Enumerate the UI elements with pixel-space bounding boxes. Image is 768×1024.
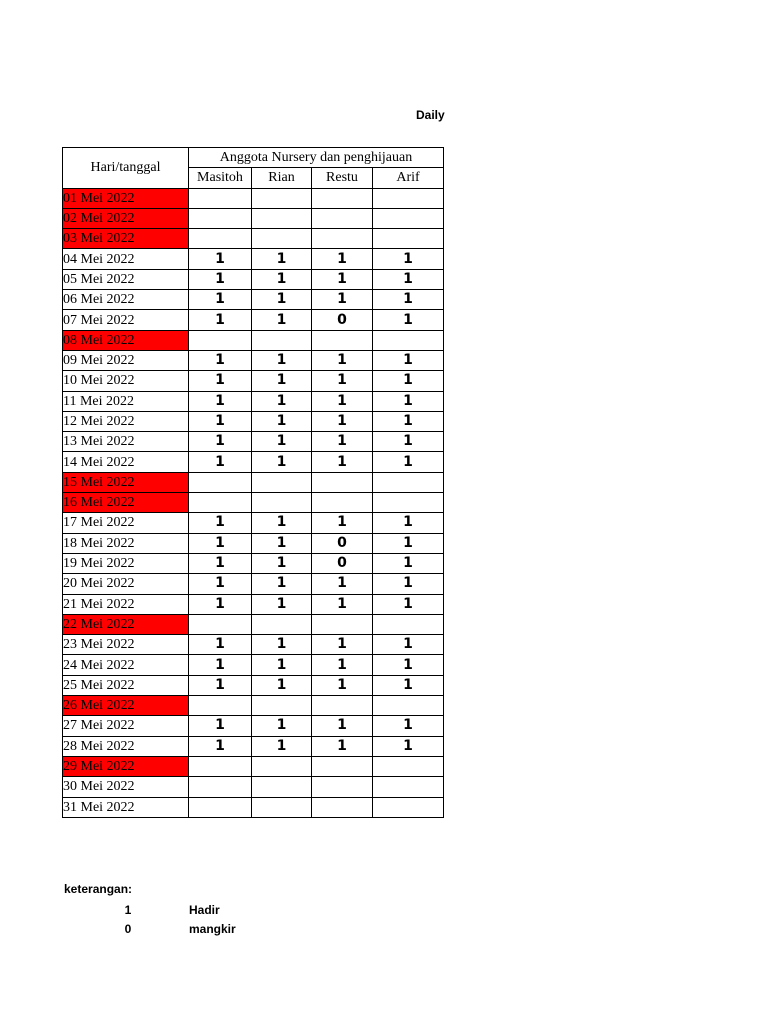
- table-row: [63, 736, 444, 756]
- attendance-cell: [252, 696, 312, 716]
- date-cell-holiday: 26 Mei 2022: [63, 696, 189, 716]
- attendance-cell: [252, 614, 312, 634]
- attendance-cell: [189, 696, 252, 716]
- member-header-restu: Restu: [312, 168, 373, 188]
- date-cell-holiday: 22 Mei 2022: [63, 614, 189, 634]
- table-row: [63, 229, 444, 249]
- table-row: [63, 310, 444, 330]
- attendance-cell: 1: [312, 655, 373, 675]
- attendance-cell: 1: [252, 452, 312, 472]
- attendance-cell: 1: [252, 350, 312, 370]
- legend-label: Hadir: [189, 903, 220, 917]
- date-cell: 10 Mei 2022: [63, 371, 189, 391]
- attendance-cell: 1: [252, 249, 312, 269]
- table-row: [63, 574, 444, 594]
- legend-code: 0: [124, 922, 132, 936]
- attendance-cell: [252, 493, 312, 513]
- attendance-cell: [373, 229, 444, 249]
- date-cell: 31 Mei 2022: [63, 797, 189, 817]
- member-header-masitoh: Masitoh: [189, 168, 252, 188]
- legend-label: mangkir: [189, 922, 236, 936]
- attendance-cell: 1: [312, 716, 373, 736]
- date-cell: 18 Mei 2022: [63, 533, 189, 553]
- attendance-cell: 1: [373, 513, 444, 533]
- table-row: [63, 371, 444, 391]
- attendance-cell: [312, 797, 373, 817]
- header-row: [63, 148, 444, 168]
- table-row: [63, 208, 444, 228]
- attendance-cell: 1: [189, 391, 252, 411]
- attendance-cell: 1: [189, 675, 252, 695]
- table-row: [63, 696, 444, 716]
- attendance-cell: 1: [373, 675, 444, 695]
- attendance-cell: [312, 614, 373, 634]
- attendance-cell: [373, 797, 444, 817]
- attendance-cell: [252, 472, 312, 492]
- date-cell: 23 Mei 2022: [63, 635, 189, 655]
- attendance-cell: 1: [373, 452, 444, 472]
- attendance-cell: 1: [189, 371, 252, 391]
- attendance-cell: 1: [189, 716, 252, 736]
- attendance-cell: [252, 330, 312, 350]
- attendance-cell: [312, 777, 373, 797]
- table-row: [63, 655, 444, 675]
- table-row: [63, 350, 444, 370]
- date-cell: 04 Mei 2022: [63, 249, 189, 269]
- date-cell-holiday: 03 Mei 2022: [63, 229, 189, 249]
- date-cell-holiday: 29 Mei 2022: [63, 756, 189, 776]
- attendance-cell: 1: [373, 310, 444, 330]
- attendance-cell: 1: [252, 513, 312, 533]
- attendance-cell: [373, 756, 444, 776]
- attendance-cell: 1: [189, 533, 252, 553]
- attendance-cell: [373, 472, 444, 492]
- attendance-cell: 1: [373, 350, 444, 370]
- attendance-cell: [373, 614, 444, 634]
- attendance-cell: 1: [312, 411, 373, 431]
- table-row: [63, 290, 444, 310]
- attendance-cell: 1: [252, 371, 312, 391]
- table-row: [63, 411, 444, 431]
- table-row: [63, 472, 444, 492]
- attendance-cell: [373, 330, 444, 350]
- date-cell-holiday: 15 Mei 2022: [63, 472, 189, 492]
- date-cell-holiday: 02 Mei 2022: [63, 208, 189, 228]
- date-cell: 30 Mei 2022: [63, 777, 189, 797]
- attendance-cell: 1: [373, 249, 444, 269]
- member-header-arif: Arif: [373, 168, 444, 188]
- attendance-cell: [252, 188, 312, 208]
- attendance-cell: 1: [312, 432, 373, 452]
- attendance-cell: 1: [312, 513, 373, 533]
- attendance-cell: 1: [189, 574, 252, 594]
- table-row: [63, 777, 444, 797]
- attendance-cell: 1: [252, 553, 312, 573]
- attendance-cell: 1: [252, 594, 312, 614]
- attendance-cell: [189, 229, 252, 249]
- attendance-cell: [312, 493, 373, 513]
- attendance-cell: 1: [312, 290, 373, 310]
- attendance-cell: [312, 229, 373, 249]
- attendance-cell: [312, 472, 373, 492]
- table-row: [63, 452, 444, 472]
- attendance-cell: 1: [373, 635, 444, 655]
- attendance-cell: 1: [252, 310, 312, 330]
- date-cell: 09 Mei 2022: [63, 350, 189, 370]
- attendance-cell: 1: [373, 594, 444, 614]
- attendance-cell: [312, 188, 373, 208]
- attendance-cell: [373, 208, 444, 228]
- attendance-cell: [252, 229, 312, 249]
- table-row: [63, 330, 444, 350]
- attendance-cell: 1: [312, 574, 373, 594]
- table-row: [63, 391, 444, 411]
- attendance-cell: 1: [189, 736, 252, 756]
- date-cell: 07 Mei 2022: [63, 310, 189, 330]
- attendance-cell: 1: [252, 290, 312, 310]
- attendance-cell: [312, 330, 373, 350]
- date-cell: 25 Mei 2022: [63, 675, 189, 695]
- attendance-cell: 1: [252, 655, 312, 675]
- attendance-cell: 0: [312, 310, 373, 330]
- attendance-cell: 1: [373, 716, 444, 736]
- date-cell: 11 Mei 2022: [63, 391, 189, 411]
- attendance-cell: 1: [252, 269, 312, 289]
- table-row: [63, 675, 444, 695]
- attendance-cell: 1: [252, 574, 312, 594]
- date-cell: 28 Mei 2022: [63, 736, 189, 756]
- attendance-cell: 1: [189, 310, 252, 330]
- attendance-cell: 1: [189, 411, 252, 431]
- attendance-cell: 1: [252, 635, 312, 655]
- attendance-cell: 1: [373, 411, 444, 431]
- date-cell: 27 Mei 2022: [63, 716, 189, 736]
- attendance-cell: 1: [373, 574, 444, 594]
- legend-heading: keterangan:: [64, 882, 133, 896]
- attendance-cell: 1: [189, 513, 252, 533]
- legend-code: 1: [124, 903, 132, 917]
- attendance-cell: [373, 188, 444, 208]
- table-row: [63, 188, 444, 208]
- attendance-cell: 1: [373, 391, 444, 411]
- attendance-cell: [312, 208, 373, 228]
- attendance-cell: [373, 777, 444, 797]
- attendance-cell: 1: [252, 533, 312, 553]
- attendance-cell: [252, 777, 312, 797]
- date-cell-holiday: 01 Mei 2022: [63, 188, 189, 208]
- attendance-cell: 1: [189, 249, 252, 269]
- attendance-cell: 1: [373, 269, 444, 289]
- attendance-cell: [189, 188, 252, 208]
- table-row: [63, 635, 444, 655]
- attendance-cell: 1: [252, 675, 312, 695]
- date-cell: 12 Mei 2022: [63, 411, 189, 431]
- attendance-cell: 1: [189, 553, 252, 573]
- table-row: [63, 797, 444, 817]
- date-cell-holiday: 16 Mei 2022: [63, 493, 189, 513]
- attendance-cell: 1: [252, 432, 312, 452]
- attendance-cell: 1: [373, 553, 444, 573]
- attendance-cell: 1: [373, 371, 444, 391]
- group-header: Anggota Nursery dan penghijauan: [189, 148, 444, 168]
- table-row: [63, 493, 444, 513]
- date-cell: 14 Mei 2022: [63, 452, 189, 472]
- attendance-cell: 1: [373, 533, 444, 553]
- attendance-cell: 1: [312, 594, 373, 614]
- attendance-cell: 1: [252, 716, 312, 736]
- attendance-cell: 1: [312, 350, 373, 370]
- attendance-cell: 1: [252, 736, 312, 756]
- page-title: Daily: [416, 108, 445, 122]
- date-cell: 24 Mei 2022: [63, 655, 189, 675]
- attendance-cell: [373, 493, 444, 513]
- attendance-cell: [189, 493, 252, 513]
- date-cell: 06 Mei 2022: [63, 290, 189, 310]
- attendance-cell: 1: [189, 269, 252, 289]
- attendance-cell: 1: [189, 635, 252, 655]
- attendance-cell: [189, 472, 252, 492]
- date-cell: 05 Mei 2022: [63, 269, 189, 289]
- attendance-cell: 1: [312, 736, 373, 756]
- date-cell: 19 Mei 2022: [63, 553, 189, 573]
- attendance-cell: 1: [312, 371, 373, 391]
- attendance-cell: [252, 797, 312, 817]
- attendance-cell: 1: [312, 452, 373, 472]
- attendance-cell: [189, 797, 252, 817]
- attendance-cell: 1: [312, 391, 373, 411]
- table-row: [63, 594, 444, 614]
- attendance-cell: [252, 756, 312, 776]
- table-row: [63, 553, 444, 573]
- attendance-cell: 1: [189, 594, 252, 614]
- attendance-cell: 1: [312, 249, 373, 269]
- attendance-table: [62, 147, 444, 818]
- table-row: [63, 513, 444, 533]
- attendance-cell: 1: [373, 290, 444, 310]
- date-cell: 17 Mei 2022: [63, 513, 189, 533]
- date-column-header: Hari/tanggal: [63, 148, 189, 189]
- attendance-cell: 1: [252, 391, 312, 411]
- attendance-cell: 1: [373, 655, 444, 675]
- attendance-cell: 1: [312, 635, 373, 655]
- table-row: [63, 249, 444, 269]
- date-cell: 13 Mei 2022: [63, 432, 189, 452]
- table-row: [63, 716, 444, 736]
- attendance-cell: 1: [373, 432, 444, 452]
- attendance-cell: 1: [373, 736, 444, 756]
- attendance-cell: 1: [252, 411, 312, 431]
- table-row: [63, 432, 444, 452]
- table-row: [63, 614, 444, 634]
- attendance-cell: [189, 614, 252, 634]
- table-row: [63, 533, 444, 553]
- attendance-cell: [189, 330, 252, 350]
- attendance-cell: [373, 696, 444, 716]
- attendance-cell: [189, 777, 252, 797]
- attendance-cell: 1: [189, 452, 252, 472]
- table-row: [63, 269, 444, 289]
- member-header-rian: Rian: [252, 168, 312, 188]
- attendance-cell: 0: [312, 553, 373, 573]
- attendance-cell: [189, 756, 252, 776]
- attendance-cell: 0: [312, 533, 373, 553]
- attendance-cell: 1: [312, 675, 373, 695]
- attendance-cell: 1: [189, 655, 252, 675]
- date-cell: 20 Mei 2022: [63, 574, 189, 594]
- attendance-cell: [312, 696, 373, 716]
- attendance-cell: [252, 208, 312, 228]
- attendance-cell: [312, 756, 373, 776]
- attendance-cell: 1: [312, 269, 373, 289]
- date-cell: 21 Mei 2022: [63, 594, 189, 614]
- attendance-cell: 1: [189, 432, 252, 452]
- attendance-cell: [189, 208, 252, 228]
- date-cell-holiday: 08 Mei 2022: [63, 330, 189, 350]
- attendance-cell: 1: [189, 290, 252, 310]
- attendance-cell: 1: [189, 350, 252, 370]
- table-row: [63, 756, 444, 776]
